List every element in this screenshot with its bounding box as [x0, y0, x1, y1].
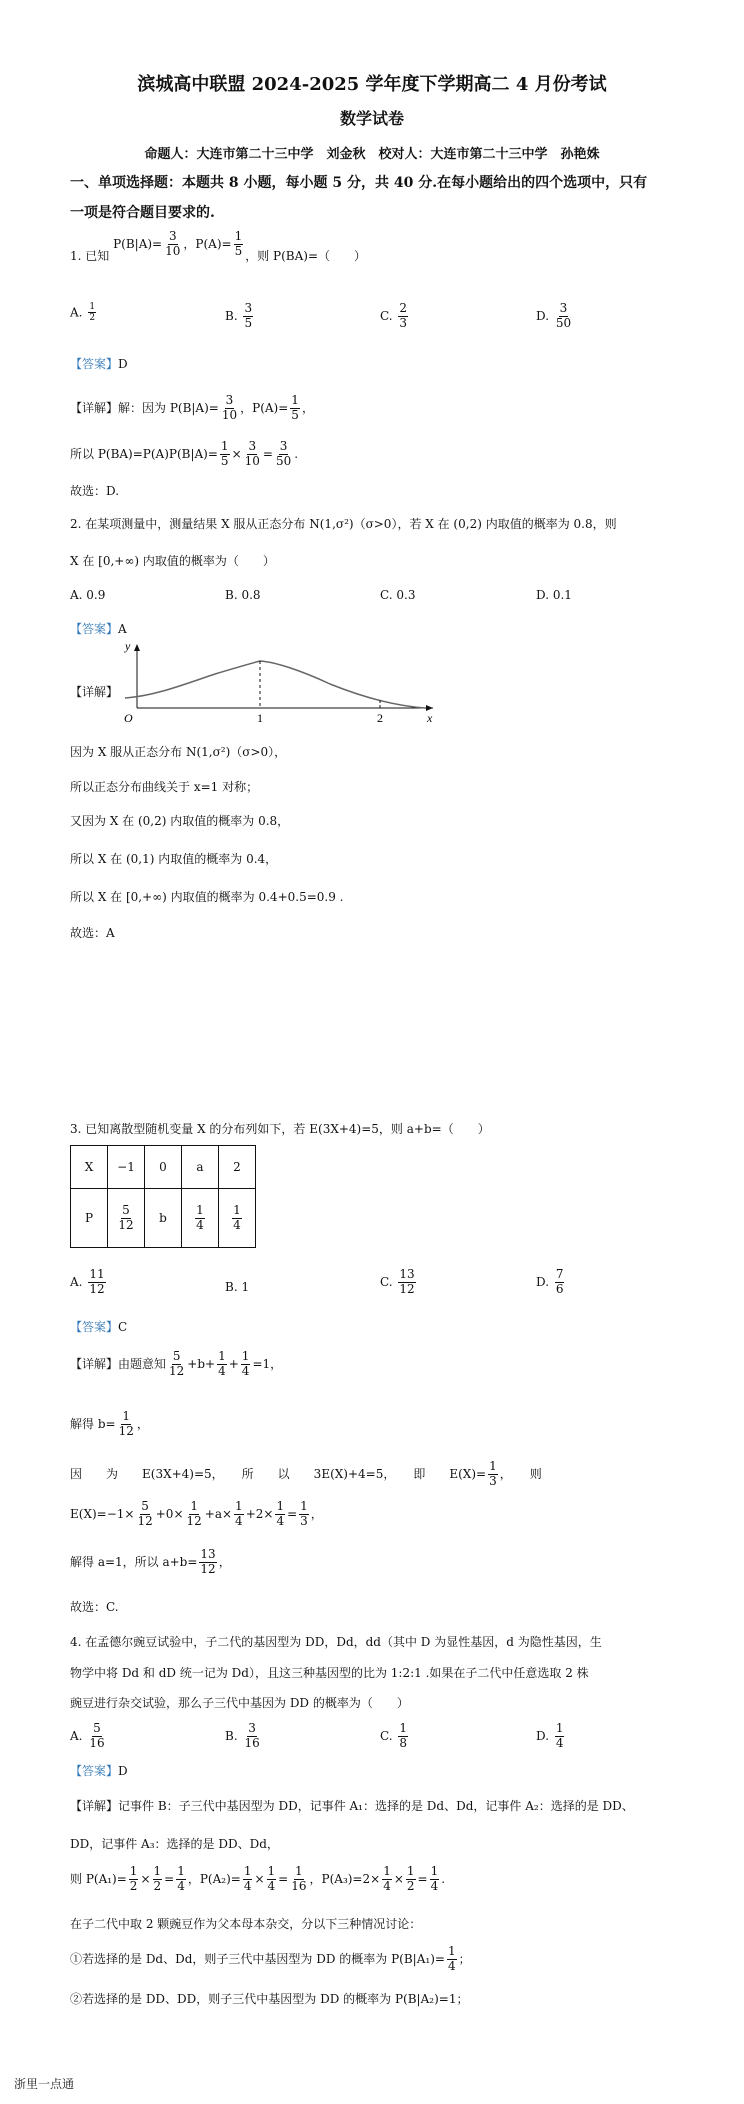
exam-authors: 命题人：大连市第二十三中学 刘金秋 校对人：大连市第二十三中学 孙艳姝 [144, 147, 600, 162]
q4-detail-6: ②若选择的是 DD、DD，则子三代中基因型为 DD 的概率为 P(B|A₂)=1； [70, 1992, 469, 2006]
q3-distribution-table [70, 1145, 256, 1248]
q1-option-c: C. $\frac{2}{3}$ [380, 301, 408, 330]
q4-detail-1: 【详解】记事件 B：子三代中基因型为 DD，记事件 A₁：选择的是 Dd、Dd，记事件 A₂：选择的是 DD、 [70, 1799, 634, 1813]
q2-solution-4: 所以 X 在 (0,1) 内取值的概率为 0.4， [70, 852, 278, 866]
table-cell: X [71, 1146, 108, 1189]
q4-option-c: C. $\frac{1}{8}$ [380, 1721, 408, 1750]
q1-answer: 【答案】D [70, 357, 128, 371]
q4-stem-line2: 物学中将 Dd 和 dD 统一记为 Dd），且这三种基因型的比为 1:2:1 .如果在子二代中任意选取 2 株 [70, 1666, 589, 1680]
q4-detail-5: ①若选择的是 Dd、Dd，则子三代中基因型为 DD 的概率为 P(B|A₁)= $\frac{1}{4}$ ； [70, 1944, 471, 1973]
q2-option-a: A. 0.9 [70, 588, 106, 602]
y-axis-arrow [134, 644, 140, 651]
q4-detail-3: 则 P(A₁)= $\frac{1}{2}$ × $\frac{1}{2}$ = $\frac{1}{4}$ ，P(A₂)= $\frac{1}{4}$ × $\frac{1}{4}$ = $\frac{1}{16}$ ，P(A₃)=2× $\frac{1}{4}$ × $\frac{1}{2}$ = $\frac{1}{4}$ . [70, 1864, 446, 1893]
q3-detail: 【详解】由题意知 $\frac{5}{12}$ +b+ $\frac{1}{4}$ + $\frac{1}{4}$ =1， [70, 1349, 283, 1378]
exam-subtitle: 数学试卷 [339, 109, 404, 128]
graph-origin-label: O [124, 711, 133, 725]
q2-option-c: C. 0.3 [380, 588, 416, 602]
graph-tick-1: 1 [257, 711, 263, 725]
q4-answer: 【答案】D [70, 1764, 128, 1778]
q4-stem-line3: 豌豆进行杂交试验，那么子三代中基因为 DD 的概率为（ ） [70, 1696, 409, 1710]
table-cell: $\frac{1}{4}$ [219, 1189, 256, 1248]
table-cell: 2 [219, 1146, 256, 1189]
footer-brand: 浙里一点通 [14, 2077, 75, 2091]
q1-option-d: D. $\frac{3}{50}$ [536, 301, 572, 330]
graph-x-label: x [427, 711, 433, 725]
q1-conclusion: 故选：D. [70, 484, 120, 498]
q3-expectation: 因 为 E(3X+4)=5， 所 以 3E(X)+4=5， 即 E(X)= $\frac{1}{3}$ ， 则 [70, 1459, 542, 1488]
table-row [71, 1189, 256, 1248]
table-cell: P [71, 1189, 108, 1248]
graph-tick-2: 2 [377, 711, 383, 725]
q4-option-d: D. $\frac{1}{4}$ [536, 1721, 564, 1750]
table-cell: −1 [108, 1146, 145, 1189]
q4-detail-4: 在子二代中取 2 颗豌豆作为父本母本杂交，分以下三种情况讨论： [70, 1917, 422, 1931]
q3-solve-a: 解得 a=1，所以 a+b= $\frac{13}{12}$ ， [70, 1547, 231, 1576]
q3-option-b: B. 1 [225, 1280, 250, 1294]
table-cell: a [182, 1146, 219, 1189]
q2-solution-2: 所以正态分布曲线关于 x=1 对称； [70, 780, 259, 794]
q3-option-a: A. $\frac{11}{12}$ [70, 1267, 105, 1296]
q2-stem-line2: X 在 [0,+∞) 内取值的概率为（ ） [70, 554, 275, 568]
q2-solution-5: 所以 X 在 [0,+∞) 内取值的概率为 0.4+0.5=0.9 . [70, 890, 344, 904]
q2-option-b: B. 0.8 [225, 588, 261, 602]
q2-option-d: D. 0.1 [536, 588, 572, 602]
table-row [71, 1146, 256, 1189]
q2-answer: 【答案】A [70, 622, 127, 636]
table-cell: $\frac{5}{12}$ [108, 1189, 145, 1248]
q3-option-c: C. $\frac{13}{12}$ [380, 1267, 415, 1296]
graph-y-label: y [125, 640, 131, 653]
q2-solution-1: 因为 X 服从正态分布 N(1,σ²)（σ>0）， [70, 745, 287, 759]
q2-solution-3: 又因为 X 在 (0,2) 内取值的概率为 0.8， [70, 814, 290, 828]
q3-expectation-expand: E(X)=−1× $\frac{5}{12}$ +0× $\frac{1}{12}$ +a× $\frac{1}{4}$ +2× $\frac{1}{4}$ = $\frac{1}{3}$ ， [70, 1499, 323, 1528]
table-cell: $\frac{1}{4}$ [182, 1189, 219, 1248]
q3-stem: 3. 已知离散型随机变量 X 的分布列如下，若 E(3X+4)=5，则 a+b=（ ） [70, 1122, 490, 1136]
q4-option-a: A. $\frac{5}{16}$ [70, 1721, 105, 1750]
q4-stem-line1: 4. 在孟德尔豌豆试验中，子二代的基因型为 DD，Dd，dd（其中 D 为显性基因，d 为隐性基因，生 [70, 1635, 602, 1649]
table-cell: b [145, 1189, 182, 1248]
section-heading-line2: 一项是符合题目要求的. [70, 205, 215, 221]
exam-title: 滨城高中联盟 2024-2025 学年度下学期高二 4 月份考试 [137, 74, 607, 95]
q3-solve-b: 解得 b= $\frac{1}{12}$ ， [70, 1409, 149, 1438]
q1-option-a: A. $\frac{1}{2}$ [70, 302, 96, 324]
q2-conclusion: 故选：A [70, 926, 115, 940]
q3-conclusion: 故选：C. [70, 1600, 119, 1614]
q4-option-b: B. $\frac{3}{16}$ [225, 1721, 260, 1750]
q2-detail-label: 【详解】 [70, 685, 119, 699]
q1-detail: 【详解】解：因为 P(B|A)= $\frac{3}{10}$ ，P(A)= $\frac{1}{5}$ ， [70, 393, 314, 422]
table-cell: 0 [145, 1146, 182, 1189]
section-heading-line1: 一、单项选择题：本题共 8 小题，每小题 5 分，共 40 分.在每小题给出的四个选项中，只有 [70, 175, 648, 191]
q3-answer: 【答案】C [70, 1320, 128, 1334]
q1-detail-calc: 所以 P(BA)=P(A)P(B|A)= $\frac{1}{5}$ × $\frac{3}{10}$ = $\frac{3}{50}$ . [70, 439, 299, 468]
q2-stem-line1: 2. 在某项测量中，测量结果 X 服从正态分布 N(1,σ²)（σ>0），若 X 在 (0,2) 内取值的概率为 0.8，则 [70, 517, 617, 531]
q1-option-b: B. $\frac{3}{5}$ [225, 301, 253, 330]
q1-stem: 1. 已知 P(B|A)= $\frac{3}{10}$ ，P(A)= $\frac{1}{5}$ ，则 P(BA)=（ ） [70, 229, 367, 263]
q3-option-d: D. $\frac{7}{6}$ [536, 1267, 564, 1296]
normal-distribution-graph [115, 640, 445, 730]
q4-detail-2: DD，记事件 A₃：选择的是 DD、Dd， [70, 1837, 279, 1851]
